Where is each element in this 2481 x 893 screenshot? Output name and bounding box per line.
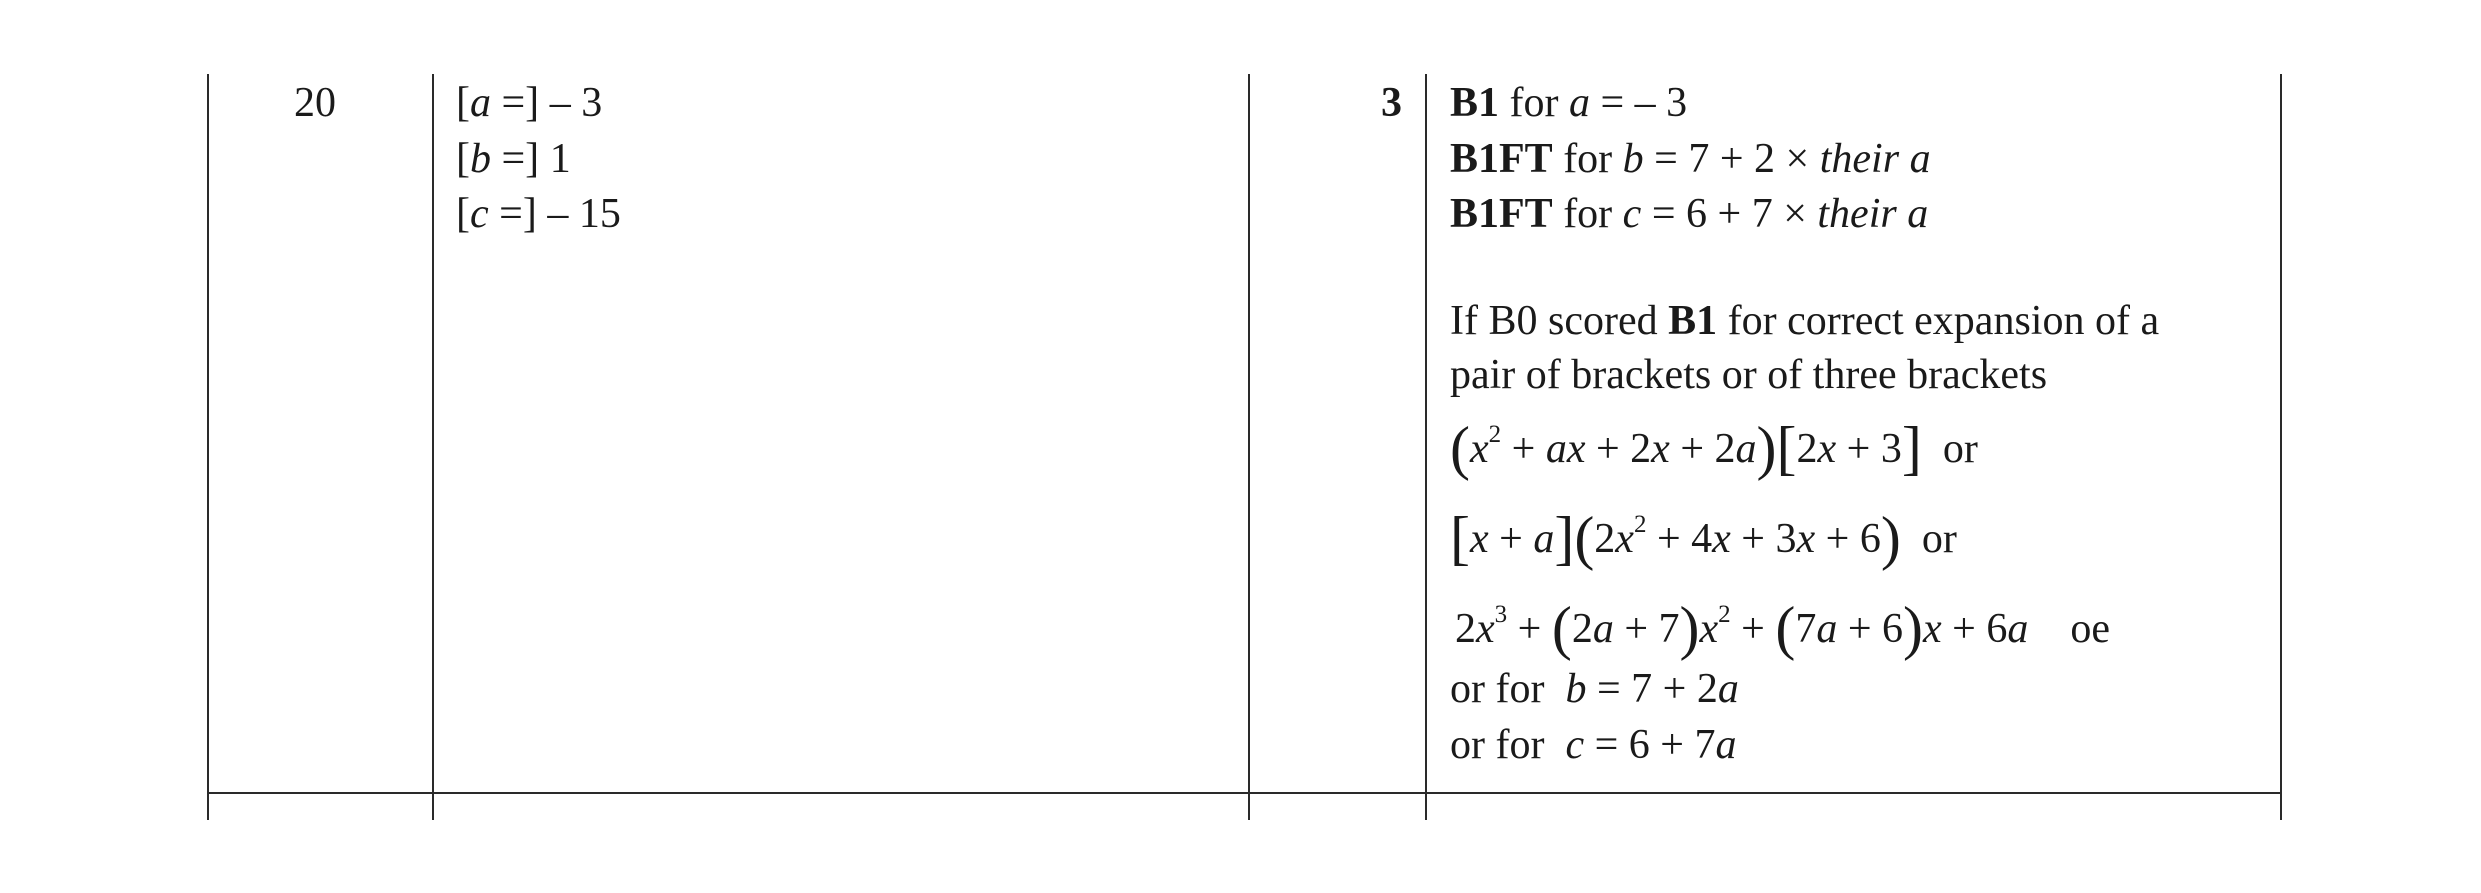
table-divider-answer bbox=[1248, 74, 1250, 820]
note-b1ft-c: B1FT for c = 6 + 7 × their a bbox=[1450, 191, 1929, 237]
table-border-right bbox=[2280, 74, 2282, 820]
table-divider-question bbox=[432, 74, 434, 820]
note-if-b0: If B0 scored B1 for correct expansion of a bbox=[1450, 298, 2160, 344]
answer-c: [c =] – 15 bbox=[456, 191, 621, 237]
answer-a: [a =] – 3 bbox=[456, 80, 603, 126]
expansion-2: $[x + a](2x^2 + 4x + 3x + 6)$ or bbox=[1450, 505, 1957, 571]
marks-value: 3 bbox=[1381, 80, 1402, 126]
answer-b: [b =] 1 bbox=[456, 136, 571, 182]
expansion-1: ($x^2$ + ax + 2x + 2a)[2x + 3] or bbox=[1450, 415, 1978, 481]
expansion-3: $2x^3 + (2a + 7)x^2 + (7a + 6)x + 6a$ oe bbox=[1455, 595, 2110, 661]
question-number: 20 bbox=[294, 80, 336, 126]
note-b1-a: B1 for a = – 3 bbox=[1450, 80, 1688, 126]
table-divider-marks bbox=[1425, 74, 1427, 820]
note-brackets: pair of brackets or of three brackets bbox=[1450, 352, 2048, 398]
note-or-c: or for c = 6 + 7a bbox=[1450, 722, 1737, 768]
table-border-left bbox=[207, 74, 209, 820]
note-or-b: or for b = 7 + 2a bbox=[1450, 666, 1739, 712]
note-b1ft-b: B1FT for b = 7 + 2 × their a bbox=[1450, 136, 1931, 182]
table-row-bottom-border bbox=[207, 792, 2282, 794]
